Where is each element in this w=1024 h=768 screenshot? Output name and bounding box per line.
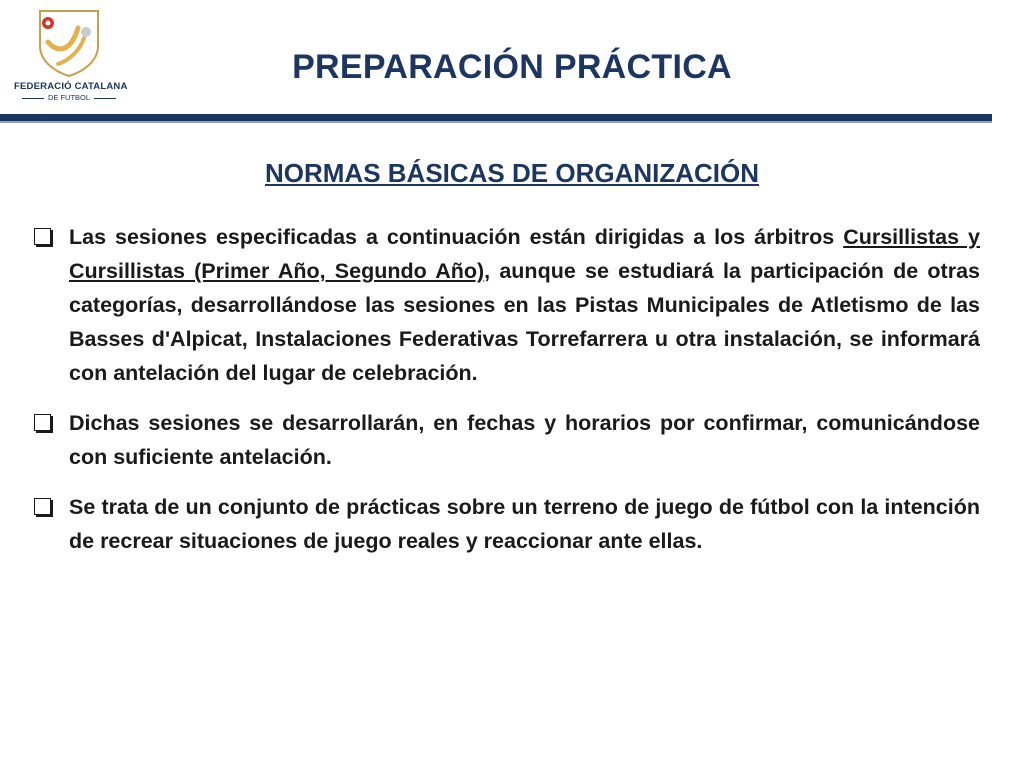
page-title: PREPARACIÓN PRÁCTICA bbox=[292, 48, 732, 86]
header-divider bbox=[0, 114, 992, 121]
header-divider-accent bbox=[0, 121, 992, 123]
list-item bbox=[34, 220, 980, 390]
bullet-text bbox=[69, 220, 980, 390]
bullet-text-start: Las sesiones especificadas a continuación están dirigidas a los árbitros bbox=[69, 225, 844, 249]
list-item bbox=[34, 406, 980, 474]
bullet-text: Se trata de un conjunto de prácticas sobre un terreno de juego de fútbol con la intención de recrear situaciones de juego reales y reaccionar ante ellas. bbox=[69, 495, 980, 553]
bullet-list bbox=[34, 220, 980, 574]
bullet-text-end: , aunque se estudiará la participación de otras categorías, desarrollándose las sesiones en las Pistas Municipales de Atletismo de las Basses d'Alpicat, Instalaciones Federativas Torrefarrera u otra instalación, se informará con antelación del lugar de celebración. bbox=[69, 259, 981, 385]
bullet-text-underlined: Cursillistas y Cursillistas (Primer Año, Segundo Año) bbox=[69, 225, 981, 283]
logo-text-federation: FEDERACIÓ CATALANA bbox=[14, 81, 128, 92]
checkbox-bullet-icon bbox=[34, 498, 51, 515]
checkbox-bullet-icon bbox=[34, 414, 51, 431]
bullet-text: Dichas sesiones se desarrollarán, en fechas y horarios por confirmar, comunicándose con suficiente antelación. bbox=[69, 411, 980, 469]
section-title: NORMAS BÁSICAS DE ORGANIZACIÓN bbox=[264, 158, 759, 188]
logo-text-futbol: DE FUTBOL bbox=[14, 93, 124, 102]
list-item bbox=[34, 490, 980, 558]
checkbox-bullet-icon bbox=[34, 228, 51, 245]
